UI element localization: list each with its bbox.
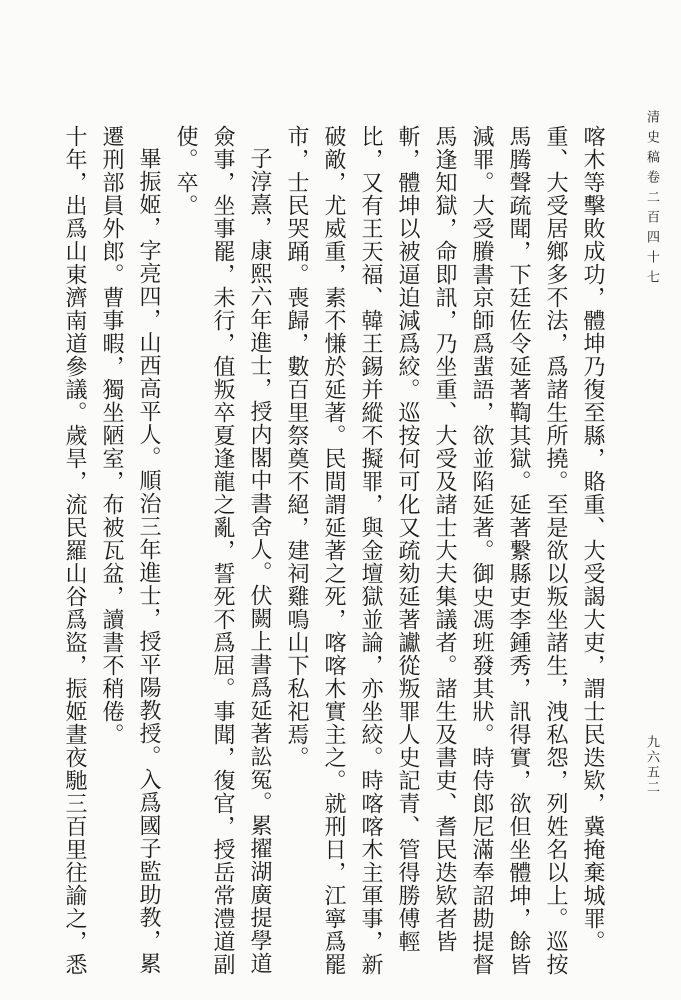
- paragraph: 十年，出爲山東濟南道參議。歲旱，流民羅山谷爲盜，振姬晝夜馳三百里往諭之，悉: [62, 125, 87, 976]
- page-number: 九六五二: [644, 735, 659, 795]
- paragraph: 子淳熹，康熙六年進士，授内閣中書舍人。伏闕上書爲延著訟冤。累擢湖廣提學道僉事，坐事罷，未行，值叛卒夏逢龍之亂，誓死不爲屈。事聞，復官，授岳常澧道副使。卒。: [173, 125, 272, 976]
- paragraph: 喀木等擊敗成功，體坤乃復至縣，賂重、大受謁大吏，謂士民迭欵，冀掩棄城罪。重、大受居鄉多不法，爲諸生所撓。至是欲以叛坐諸生，洩私怨，列姓名以上。巡按馬腾聲疏聞，下廷佐令延著鞫其獄。延著繋縣吏李鍾秀，訊得實，欲但坐體坤，餘皆減罪。大受賸書京師爲蜚語，欲並陷延著。御史馮班發其狀。時侍郎尼滿奉詔勘提督馬逢知獄，命即訊，乃坐重、大受及諸士大夫集議者。諸生及書吏、耆民迭欵者皆斬，體坤以被逼迫減爲絞。巡按何可化又疏劾延著讞從叛罪人史記青、管得勝傅輕比，又有王天福、韓王錫并縱不擬罪，與金壇獄並論，亦坐絞。時喀喀木主軍事，新破敵，尤威重，素不慊於延著。民間謂延著之死，喀喀木實主之。就刑日，江寧爲罷市，士民哭踊。喪歸，數百里祭奠不絕，建祠雞鳴山下私祀焉。: [284, 125, 605, 976]
- main-text: [41, 125, 611, 985]
- paragraph: 畢振姬，字亮四，山西高平人。順治三年進士，授平陽教授。入爲國子監助教，累遷刑部員外郎。曹事暇，獨坐陋室，布被瓦盆，讀書不稍倦。: [99, 125, 161, 975]
- book-title: 清史稿卷二百四十七: [644, 110, 659, 290]
